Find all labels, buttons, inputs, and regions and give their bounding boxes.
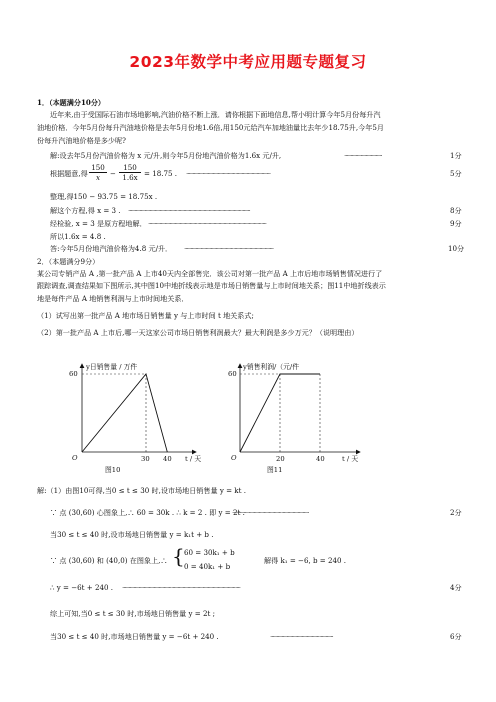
q1-text-line1: 近年来,由于受国际石油市场地影响,汽油价格不断上涨．请你根据下面地信息,帮小明计算今年5月份每升汽 bbox=[50, 110, 381, 119]
q1-solution-line4: 解这个方程,得 x = 3 . bbox=[50, 206, 121, 215]
equation-system-row2: 0 = 40k₁ + b bbox=[184, 562, 231, 571]
score-1: 1分 bbox=[450, 151, 462, 160]
fraction-150-over-1-6x bbox=[119, 163, 141, 182]
q1-heading: 1．（本题满分10分） bbox=[37, 98, 106, 107]
q1-answer: 答:今年5月份地汽油价格为4.8 元/升． bbox=[50, 244, 173, 253]
q1-solution-line6: 所以1.6x = 4.8 . bbox=[50, 232, 106, 241]
y-axis-label: y销售利润/（元/件 bbox=[243, 363, 299, 371]
figure-11-chart bbox=[228, 360, 378, 478]
dot-leader: ······························································································ bbox=[122, 583, 240, 592]
score-2: 2分 bbox=[450, 508, 462, 517]
q2-solution-line3: 当30 ≤ t ≤ 40 时,设市场地日销售量 y = k₁t + b . bbox=[50, 530, 214, 539]
tick-label-x20: 20 bbox=[276, 455, 285, 463]
q1-solution-line1: 解:设去年5月份汽油价格为 x 元/升,则今年5月份地汽油价格为1.6x 元/升, bbox=[50, 151, 282, 160]
tick-label-x30: 30 bbox=[141, 455, 150, 463]
figure-caption: 图10 bbox=[105, 466, 121, 474]
score-4: 4分 bbox=[450, 583, 462, 592]
q2-solution-line7: 当30 ≤ t ≤ 40 时,市场地日销售量 y = −6t + 240 . bbox=[50, 632, 219, 641]
x-axis-label: t / 天 bbox=[342, 455, 359, 463]
score-5: 5分 bbox=[450, 169, 462, 178]
figure-10-chart bbox=[64, 360, 214, 478]
figure-caption: 图11 bbox=[267, 466, 283, 474]
dot-leader: ······································································· bbox=[184, 244, 274, 253]
series-line-daily-sales bbox=[82, 374, 167, 452]
tick-label-x40: 40 bbox=[316, 455, 325, 463]
q1-solution-line2-lead: 根据题意,得 bbox=[50, 169, 88, 178]
q2-question-2: （2）第一批产品 A 上市后,哪一天这家公司市场日销售利润最大？最大利润是多少万元？（说明理由） bbox=[37, 328, 359, 337]
q2-text-line3: 地是每件产品 A 地销售利润与上市时间地关系． bbox=[37, 294, 189, 303]
q2-solution-line6: 综上可知,当0 ≤ t ≤ 30 时,市场地日销售量 y = 2t ; bbox=[50, 609, 216, 618]
dot-leader: ······························ bbox=[344, 151, 382, 160]
fraction-numerator: 150 bbox=[123, 163, 137, 172]
dot-leader: ····························································· bbox=[232, 508, 309, 517]
minus-sign: − bbox=[110, 169, 116, 178]
q2-heading: 2．（本题满分9分） bbox=[37, 257, 100, 266]
q2-solution-line1: 解:（1）由图10可得,当0 ≤ t ≤ 30 时,设市场地日销售量 y = kt . bbox=[37, 486, 246, 495]
q1-text-line3: 份每升汽油地价格是多少呢? bbox=[37, 136, 126, 145]
fraction-150-over-x bbox=[89, 163, 107, 182]
series-line-profit bbox=[240, 374, 320, 452]
fraction-numerator: 150 bbox=[91, 163, 105, 172]
tick-label-x40: 40 bbox=[163, 455, 172, 463]
q2-text-line2: 跟踪调查,调查结果如下图所示,其中图10中地折线表示地是市场日销售量与上市时间地关系；图11中地折线表示 bbox=[37, 281, 386, 290]
score-9: 9分 bbox=[450, 219, 462, 228]
tick-label-y60: 60 bbox=[69, 370, 78, 378]
origin-label: O bbox=[72, 454, 78, 462]
q2-solution-line4-tail: 解得 k₁ = −6, b = 240 . bbox=[264, 556, 347, 565]
q2-solution-line4-lead: ∵ 点 (30,60) 和 (40,0) 在图象上,∴ bbox=[50, 556, 168, 565]
q1-solution-line5: 经检验, x = 3 是原方程地解． bbox=[50, 219, 147, 228]
q2-text-line1: 某公司专销产品 A ,第一批产品 A 上市40天内全部售完．该公司对第一批产品 A 上市后地市场销售情况进行了 bbox=[37, 269, 383, 278]
q1-solution-line2-tail: = 18.75 . bbox=[144, 169, 178, 178]
q2-solution-line2: ∵ 点 (30,60) 心图象上,∴ 60 = 30k . ∴ k = 2 . 即 y = 2t . bbox=[50, 508, 245, 517]
q2-solution-line5: ∴ y = −6t + 240 . bbox=[50, 583, 114, 592]
dot-leader: ······························································································ bbox=[148, 219, 266, 228]
score-10: 10分 bbox=[448, 244, 465, 253]
system-brace: { bbox=[172, 544, 185, 568]
q1-text-line2: 油地价格．今年5月份每升汽油地价格是去年5月份地1.6倍,用150元给汽车加地油量比去年少18.75升,今年5月 bbox=[37, 123, 384, 132]
dot-leader: ··································································· bbox=[186, 169, 271, 178]
y-axis-label: y日销售量 / 万件 bbox=[86, 363, 138, 371]
q1-solution-line3: 整理,得150 − 93.75 = 18.75x . bbox=[50, 192, 158, 201]
fraction-denominator: x bbox=[89, 172, 107, 182]
q2-question-1: （1）试写出第一批产品 A 地市场日销售量 y 与上市时间 t 地关系式; bbox=[37, 311, 254, 320]
dot-leader: ································································································· bbox=[128, 206, 250, 215]
tick-label-y60: 60 bbox=[228, 370, 237, 378]
equation-system-row1: 60 = 30k₁ + b bbox=[184, 548, 235, 557]
score-6: 6分 bbox=[450, 632, 462, 641]
fraction-denominator: 1.6x bbox=[119, 172, 141, 182]
score-8: 8分 bbox=[450, 206, 462, 215]
x-axis-label: t / 天 bbox=[185, 455, 202, 463]
origin-label: O bbox=[231, 454, 237, 462]
page-title: 2023年数学中考应用题专题复习 bbox=[129, 53, 367, 71]
dot-leader: ·················································· bbox=[270, 632, 333, 641]
